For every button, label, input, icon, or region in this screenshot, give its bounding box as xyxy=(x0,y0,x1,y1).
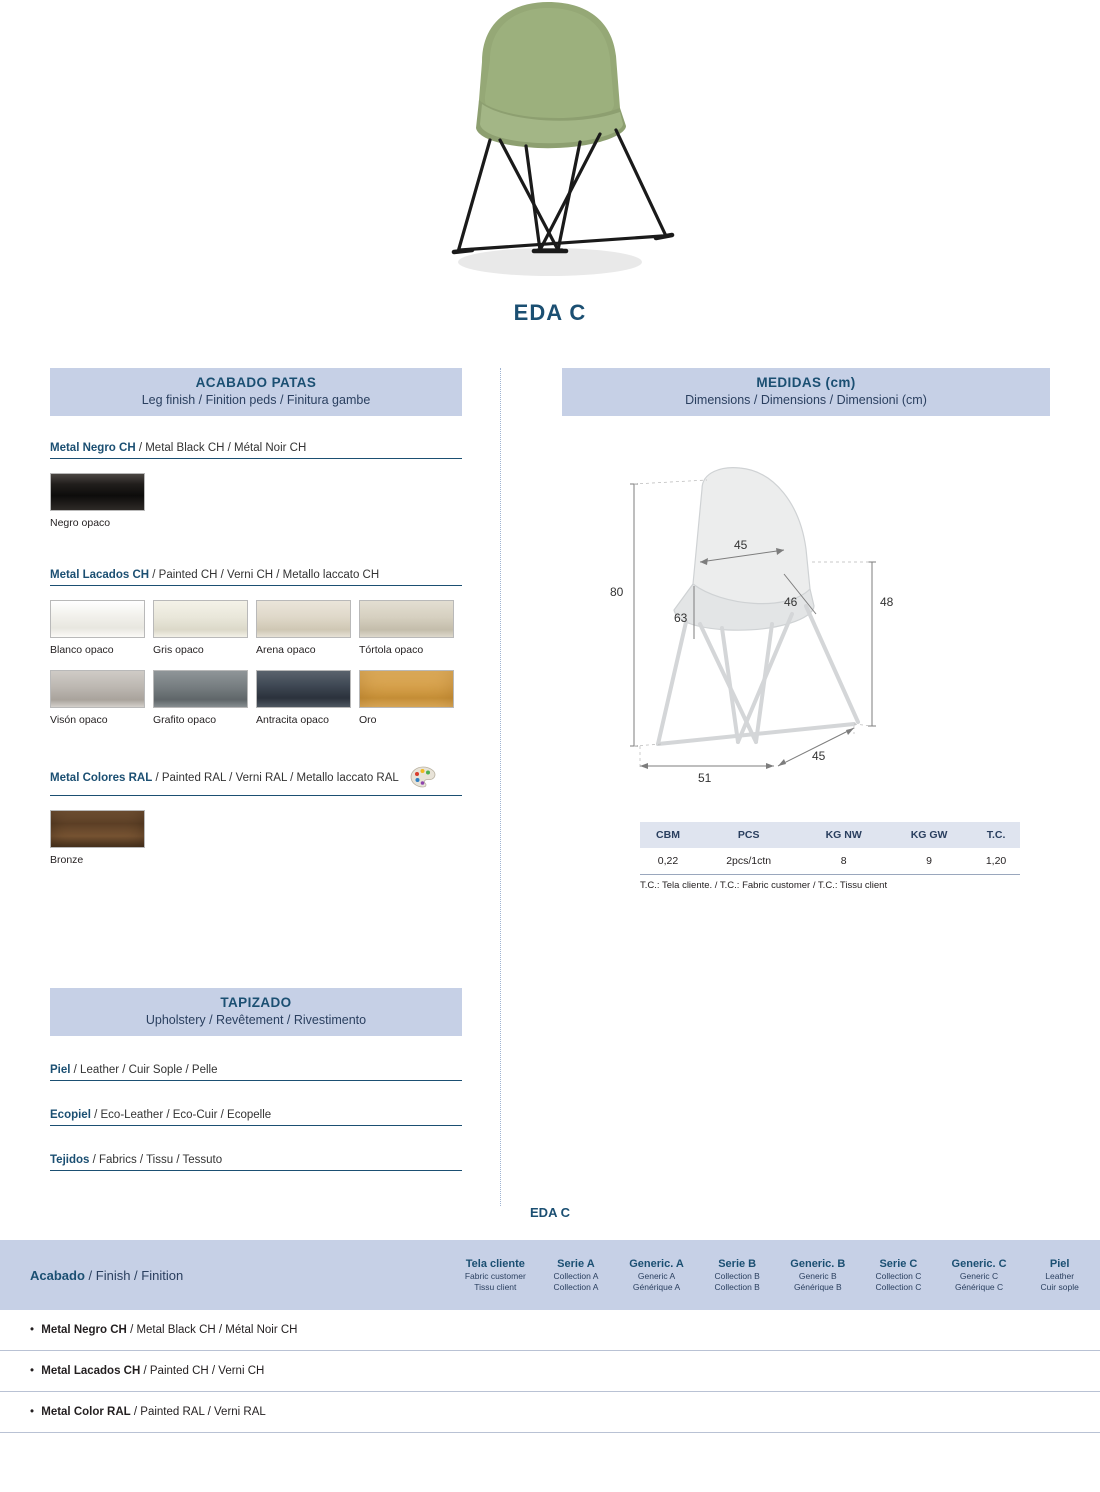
bullet-icon: • xyxy=(30,1365,35,1377)
packaging-table xyxy=(640,822,1020,875)
swatch-label: Negro opaco xyxy=(50,517,111,529)
matrix-col-serie-c xyxy=(858,1258,939,1293)
swatch-cell[interactable] xyxy=(50,810,153,880)
color-swatch-bronze[interactable] xyxy=(50,810,145,848)
leg-finish-subheading: Leg finish / Finition peds / Finitura gambe xyxy=(141,393,371,407)
swatch-label: Bronze xyxy=(50,854,84,866)
upholstery-heading: TAPIZADO xyxy=(220,995,292,1010)
matrix-header-acabado-rest: / Finish / Finition xyxy=(88,1267,184,1283)
product-image-area xyxy=(0,0,1100,300)
row-label-bold: Metal Lacados CH xyxy=(41,1365,141,1377)
swatch-label: Visón opaco xyxy=(50,714,108,726)
col-title: Serie B xyxy=(718,1257,757,1270)
vertical-divider xyxy=(500,368,501,1206)
swatch-cell[interactable] xyxy=(50,670,153,740)
table-row xyxy=(0,1392,1100,1433)
matrix-col-generic-b xyxy=(778,1258,859,1293)
col-title: Generic. B xyxy=(790,1257,846,1270)
upholstery-item-bold: Tejidos xyxy=(50,1154,90,1166)
matrix-col-serie-b xyxy=(697,1258,778,1293)
packaging-cell-kggw: 9 xyxy=(886,848,972,875)
color-swatch-negro-opaco[interactable] xyxy=(50,473,145,511)
bullet-icon: • xyxy=(30,1406,35,1418)
swatch-label: Gris opaco xyxy=(153,644,204,656)
swatch-cell[interactable] xyxy=(359,670,462,740)
color-swatch-vison-opaco[interactable] xyxy=(50,670,145,708)
measures-heading: MEDIDAS (cm) xyxy=(756,375,856,390)
color-swatch-grafito-opaco[interactable] xyxy=(153,670,248,708)
packaging-col-pcs: PCS xyxy=(696,822,801,848)
col-sub-en: Fabric customer xyxy=(464,1271,526,1282)
swatch-cell[interactable] xyxy=(153,600,256,670)
bullet-icon: • xyxy=(30,1324,35,1336)
matrix-product-label: EDA C xyxy=(530,1205,570,1220)
color-swatch-oro[interactable] xyxy=(359,670,454,708)
swatch-grid-metal-lacados xyxy=(50,600,462,740)
swatch-cell[interactable] xyxy=(153,670,256,740)
group-title-bold: Metal Lacados CH xyxy=(50,569,150,581)
group-title-bold: Metal Colores RAL xyxy=(50,772,153,784)
swatch-cell[interactable] xyxy=(50,473,153,543)
col-sub-fr: Générique C xyxy=(954,1281,1004,1292)
swatch-label: Grafito opaco xyxy=(153,714,217,726)
col-sub-fr: Cuir sople xyxy=(1040,1281,1079,1292)
dim-seat-height: 48 xyxy=(880,595,894,609)
col-title: Piel xyxy=(1049,1257,1070,1270)
matrix-header xyxy=(0,1240,1100,1310)
dimension-drawing xyxy=(562,454,1050,804)
matrix-col-tela-cliente xyxy=(455,1258,536,1293)
color-swatch-tortola-opaco[interactable] xyxy=(359,600,454,638)
dim-seat-diag: 46 xyxy=(784,595,798,609)
color-swatch-blanco-opaco[interactable] xyxy=(50,600,145,638)
swatch-label: Blanco opaco xyxy=(50,644,114,656)
dim-base-width: 51 xyxy=(698,771,712,785)
swatch-label: Oro xyxy=(359,714,377,726)
matrix-col-serie-a xyxy=(536,1258,617,1293)
row-label-rest: / Painted RAL / Verni RAL xyxy=(133,1406,266,1418)
upholstery-item-piel xyxy=(50,1064,462,1081)
col-sub-en: Generic B xyxy=(798,1271,837,1282)
upholstery-section xyxy=(50,988,462,1171)
swatch-label: Antracita opaco xyxy=(256,714,329,726)
color-swatch-antracita-opaco[interactable] xyxy=(256,670,351,708)
swatch-cell[interactable] xyxy=(256,600,359,670)
color-swatch-gris-opaco[interactable] xyxy=(153,600,248,638)
col-title: Generic. A xyxy=(629,1257,684,1270)
col-sub-en: Collection A xyxy=(553,1271,599,1282)
matrix-row-label-negro xyxy=(0,1324,455,1336)
matrix-col-generic-c xyxy=(939,1258,1020,1293)
col-title: Tela cliente xyxy=(465,1257,525,1270)
packaging-header-row xyxy=(640,822,1020,848)
matrix-row-label-lacados xyxy=(0,1365,455,1377)
packaging-col-cbm: CBM xyxy=(640,822,696,848)
page-title: EDA C xyxy=(513,300,587,325)
group-title-metal-ral xyxy=(50,766,462,796)
row-label-bold: Metal Color RAL xyxy=(41,1406,131,1418)
upholstery-item-rest: / Fabrics / Tissu / Tessuto xyxy=(92,1154,223,1166)
table-row xyxy=(640,848,1020,875)
row-label-bold: Metal Negro CH xyxy=(41,1324,127,1336)
col-title: Serie A xyxy=(557,1257,595,1270)
upholstery-band xyxy=(50,988,462,1036)
matrix-header-acabado-bold: Acabado xyxy=(30,1267,85,1283)
group-title-metal-lacados xyxy=(50,569,462,586)
col-title: Generic. C xyxy=(951,1257,1007,1270)
dim-height-total: 80 xyxy=(610,585,624,599)
packaging-cell-pcs: 2pcs/1ctn xyxy=(696,848,801,875)
chair-photo xyxy=(430,0,690,290)
packaging-note: T.C.: Tela cliente. / T.C.: Fabric customer / T.C.: Tissu client xyxy=(640,880,888,891)
col-sub-fr: Collection C xyxy=(875,1281,922,1292)
leg-finish-band xyxy=(50,368,462,416)
swatch-cell[interactable] xyxy=(50,600,153,670)
col-sub-fr: Générique B xyxy=(793,1281,842,1292)
measures-subheading: Dimensions / Dimensions / Dimensioni (cm) xyxy=(685,393,927,407)
matrix-header-acabado xyxy=(0,1268,455,1283)
col-sub-fr: Collection B xyxy=(714,1281,760,1292)
dim-base-depth: 45 xyxy=(812,749,826,763)
matrix-row-label-ral xyxy=(0,1406,455,1418)
col-sub-fr: Collection A xyxy=(553,1281,599,1292)
row-label-rest: / Metal Black CH / Métal Noir CH xyxy=(130,1324,298,1336)
dim-inner-width: 63 xyxy=(674,611,688,625)
upholstery-item-rest: / Eco-Leather / Eco-Cuir / Ecopelle xyxy=(94,1109,272,1121)
matrix-col-generic-a xyxy=(616,1258,697,1293)
color-swatch-arena-opaco[interactable] xyxy=(256,600,351,638)
finish-matrix xyxy=(0,1240,1100,1433)
swatch-label: Arena opaco xyxy=(256,644,316,656)
swatch-grid-metal-ral xyxy=(50,810,462,880)
chair-dimension-svg xyxy=(562,454,1050,804)
packaging-col-kggw: KG GW xyxy=(886,822,972,848)
leg-finish-heading: ACABADO PATAS xyxy=(195,375,317,390)
table-row xyxy=(0,1310,1100,1351)
upholstery-item-bold: Piel xyxy=(50,1064,71,1076)
col-sub-en: Collection C xyxy=(875,1271,922,1282)
dim-seat-depth-top: 45 xyxy=(734,538,748,552)
col-sub-en: Generic C xyxy=(959,1271,999,1282)
swatch-cell[interactable] xyxy=(359,600,462,670)
col-sub-fr: Générique A xyxy=(632,1281,681,1292)
packaging-cell-cbm: 0,22 xyxy=(640,848,696,875)
packaging-col-tc: T.C. xyxy=(972,822,1020,848)
packaging-cell-kgnw: 8 xyxy=(801,848,886,875)
measures-band xyxy=(562,368,1050,416)
swatch-cell[interactable] xyxy=(256,670,359,740)
upholstery-item-ecopiel xyxy=(50,1109,462,1126)
measures-section xyxy=(562,368,1050,891)
col-sub-en: Collection B xyxy=(714,1271,760,1282)
row-label-rest: / Painted CH / Verni CH xyxy=(143,1365,265,1377)
upholstery-subheading: Upholstery / Revêtement / Rivestimento xyxy=(145,1013,367,1027)
group-title-rest: / Metal Black CH / Métal Noir CH xyxy=(138,442,307,454)
swatch-label: Tórtola opaco xyxy=(359,644,424,656)
upholstery-item-tejidos xyxy=(50,1154,462,1171)
packaging-cell-tc: 1,20 xyxy=(972,848,1020,875)
swatch-grid-metal-negro xyxy=(50,473,462,543)
col-sub-en: Leather xyxy=(1045,1271,1075,1282)
group-title-metal-negro xyxy=(50,442,462,459)
group-title-rest: / Painted RAL / Verni RAL / Metallo laccato RAL xyxy=(155,772,399,784)
upholstery-item-bold: Ecopiel xyxy=(50,1109,91,1121)
col-sub-fr: Tissu client xyxy=(474,1281,517,1292)
upholstery-item-rest: / Leather / Cuir Sople / Pelle xyxy=(73,1064,218,1076)
leg-finish-section xyxy=(50,368,462,880)
matrix-col-piel xyxy=(1019,1258,1100,1293)
packaging-col-kgnw: KG NW xyxy=(801,822,886,848)
group-title-bold: Metal Negro CH xyxy=(50,442,136,454)
table-row xyxy=(0,1351,1100,1392)
ral-palette-icon xyxy=(410,766,436,791)
col-title: Serie C xyxy=(879,1257,918,1270)
group-title-rest: / Painted CH / Verni CH / Metallo laccato CH xyxy=(152,569,380,581)
col-sub-en: Generic A xyxy=(637,1271,676,1282)
